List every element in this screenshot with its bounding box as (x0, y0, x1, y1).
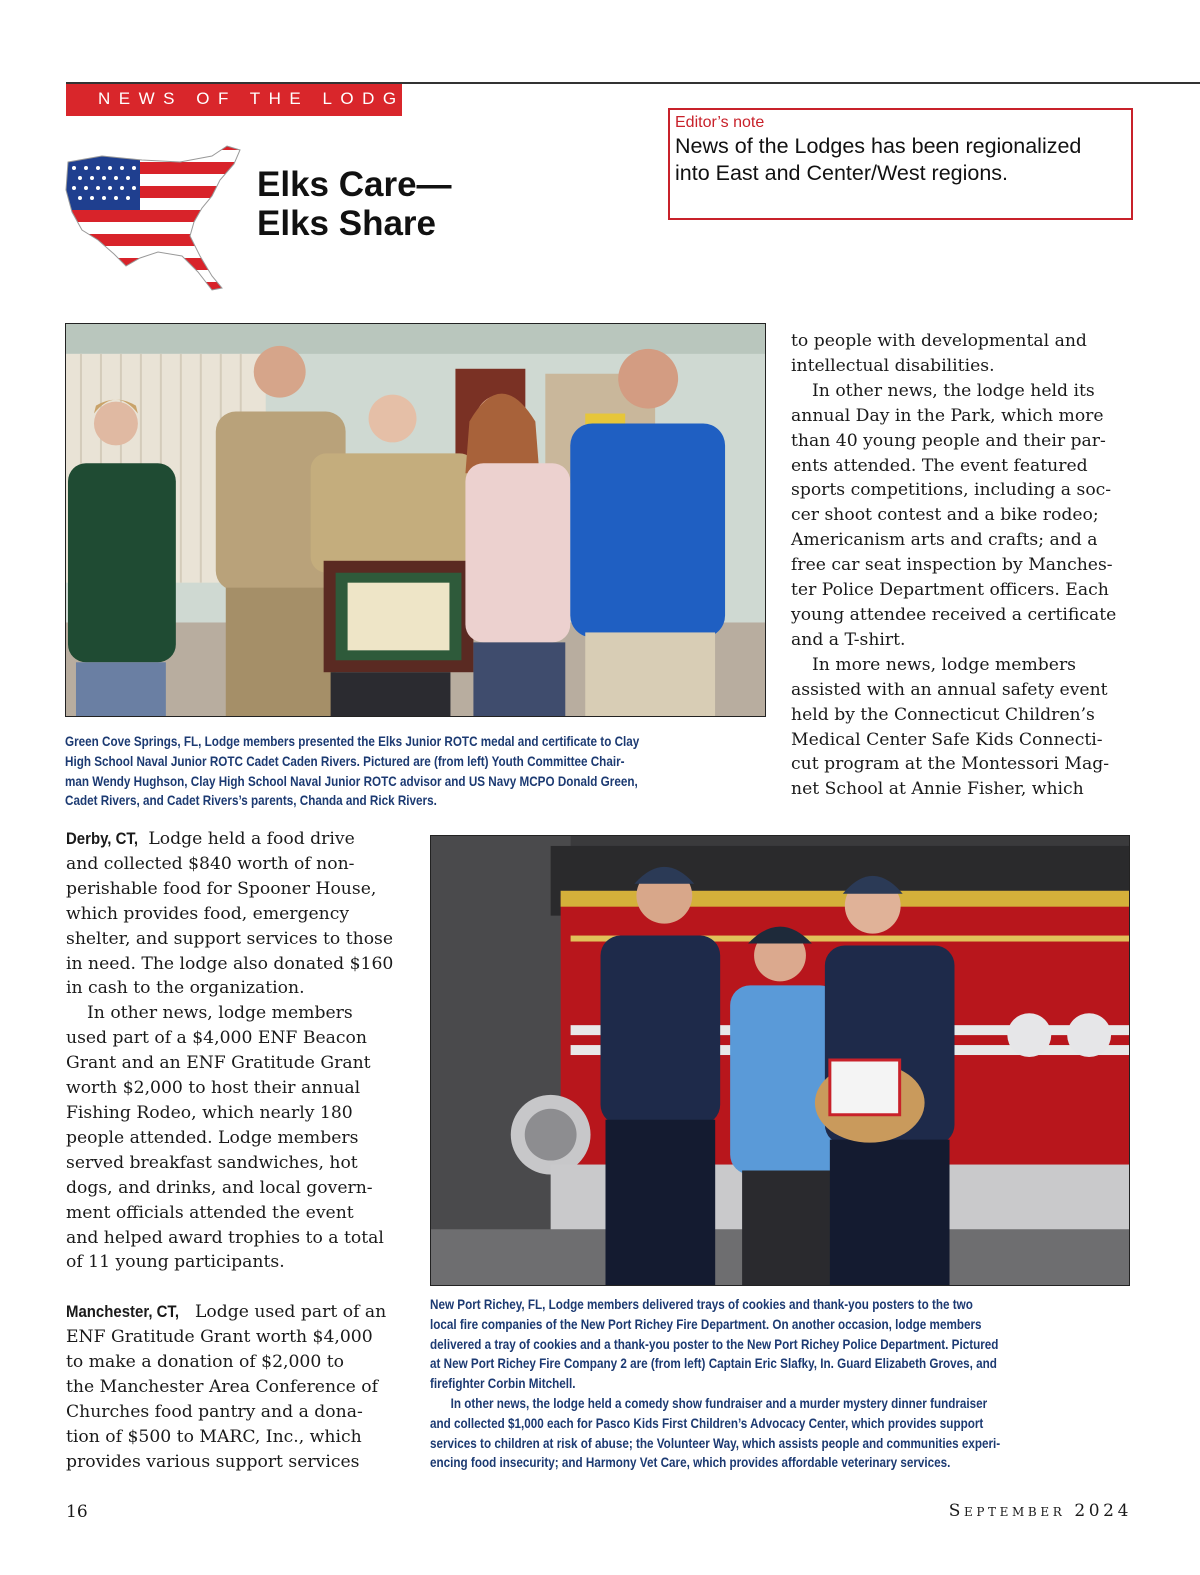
editor-note-label: Editor’s note (675, 114, 765, 131)
caption-line: Cadet Rivers, and Cadet Rivers’s parents, Chanda and Rick Rivers. (65, 793, 437, 809)
text-line: Medical Center Safe Kids Connecti- (791, 729, 1103, 750)
editor-note-box (668, 108, 1133, 220)
text-line: which provides food, emergency (66, 903, 350, 924)
text-line: ENF Gratitude Grant worth $4,000 (66, 1327, 373, 1348)
text-line: ment officials attended the event (66, 1202, 354, 1223)
text-line: Fishing Rodeo, which nearly 180 (66, 1102, 353, 1123)
derby-lead: Derby, CT, (66, 829, 139, 848)
text-line: served breakfast sandwiches, hot (66, 1152, 358, 1173)
caption-line: High School Naval Junior ROTC Cadet Caden Rivers. Pictured are (from left) Youth Committee Chair- (65, 753, 625, 769)
caption-line: man Wendy Hughson, Clay High School Naval Junior ROTC advisor and US Navy MCPO Donald Green, (65, 773, 638, 789)
text-line: cer shoot contest and a bike rodeo; (791, 505, 1099, 526)
new-port-richey-photo (430, 835, 1130, 1286)
text-line: ter Police Department officers. Each (791, 580, 1109, 601)
us-flag-map-icon (62, 138, 246, 294)
caption-line: Lodge members presented the Elks Junior ROTC medal and certificate to Clay (201, 734, 640, 749)
caption-line: Lodge members delivered trays of cookies and thank-you posters to the two (545, 1297, 973, 1312)
text-line: used part of a $4,000 ENF Beacon (66, 1028, 367, 1049)
issue-date: September 2024 (948, 1501, 1132, 1521)
caption-line: local fire companies of the New Port Richey Fire Department. On another occasion, lodge members (430, 1316, 982, 1332)
text-line: and collected $840 worth of non- (66, 853, 355, 874)
caption-line: at New Port Richey Fire Company 2 are (from left) Captain Eric Slafky, In. Guard Elizabeth Groves, and (430, 1356, 997, 1372)
text-line: to people with developmental and (791, 331, 1087, 351)
headline (257, 165, 452, 243)
caption-place: Green Cove Springs, FL, (65, 734, 202, 749)
text-line: and helped award trophies to a total (66, 1227, 384, 1248)
text-line: In other news, the lodge held its (812, 380, 1095, 401)
text-line: shelter, and support services to those (66, 928, 394, 949)
caption-line: In other news, the lodge held a comedy show fundraiser and a murder mystery dinner fundraiser (450, 1395, 988, 1411)
editor-note-text-2: into East and Center/West regions. (675, 161, 1009, 185)
text-line: of 11 young participants. (66, 1252, 285, 1273)
text-line: free car seat inspection by Manches- (791, 555, 1113, 576)
caption-new-port-richey (430, 1295, 1131, 1473)
text-line: the Manchester Area Conference of (66, 1376, 379, 1397)
text-line: and a T-shirt. (791, 629, 906, 650)
text-line: assisted with an annual safety event (791, 679, 1108, 700)
text-line: Lodge used part of an (189, 1302, 387, 1323)
caption-line: encing food insecurity; and Harmony Vet Care, which provides affordable veterinary services. (430, 1455, 951, 1471)
text-line: than 40 young people and their par- (791, 430, 1106, 451)
text-line: perishable food for Spooner House, (66, 878, 377, 899)
headline-line-2: Elks Share (257, 204, 436, 243)
text-line: In more news, lodge members (812, 654, 1076, 675)
caption-place: New Port Richey, FL, (430, 1297, 546, 1312)
caption-line: firefighter Corbin Mitchell. (430, 1376, 576, 1392)
text-line: sports competitions, including a soc- (791, 480, 1112, 501)
text-line: in need. The lodge also donated $160 (66, 953, 394, 974)
text-line: worth $2,000 to host their annual (66, 1078, 361, 1099)
caption-line: delivered a tray of cookies and a thank-you poster to the New Port Richey Police Department. Pictured (430, 1336, 999, 1352)
caption-line: and collected $1,000 each for Pasco Kids First Children’s Advocacy Center, which provides support (430, 1415, 984, 1431)
text-line: cut program at the Montessori Mag- (791, 754, 1110, 775)
text-line: Churches food pantry and a dona- (66, 1401, 363, 1422)
headline-line-1: Elks Care— (257, 165, 452, 204)
text-line: young attendee received a certificate (791, 604, 1117, 625)
manchester-lead: Manchester, CT, (66, 1302, 180, 1322)
text-line: to make a donation of $2,000 to (66, 1352, 345, 1373)
text-line: net School at Annie Fisher, which (791, 779, 1084, 800)
paragraph-gap (66, 1275, 411, 1300)
text-line: Americanism arts and crafts; and a (791, 530, 1098, 551)
text-line: In other news, lodge members (87, 1003, 353, 1024)
text-line: in cash to the organization. (66, 978, 305, 999)
text-line: intellectual disabilities. (791, 355, 995, 376)
left-column-text (66, 827, 411, 1475)
text-line: Lodge held a food drive (142, 829, 355, 849)
text-line: annual Day in the Park, which more (791, 405, 1104, 426)
text-line: people attended. Lodge members (66, 1127, 359, 1148)
text-line: dogs, and drinks, and local govern- (66, 1177, 373, 1198)
text-line: tion of $500 to MARC, Inc., which (66, 1426, 362, 1447)
green-cove-springs-photo (65, 323, 766, 717)
section-header: NEWS OF THE LODGES (66, 84, 402, 116)
caption-line: services to children at risk of abuse; the Volunteer Way, which assists people and communities experi- (430, 1435, 1001, 1451)
text-line: Grant and an ENF Gratitude Grant (66, 1053, 371, 1074)
page-number: 16 (66, 1502, 88, 1522)
caption-green-cove-springs (65, 732, 770, 811)
text-line: provides various support services (66, 1451, 360, 1472)
right-column-text (791, 329, 1136, 802)
text-line: ents attended. The event featured (791, 455, 1088, 476)
text-line: held by the Connecticut Children’s (791, 704, 1095, 725)
editor-note-text-1: News of the Lodges has been regionalized (675, 134, 1082, 158)
